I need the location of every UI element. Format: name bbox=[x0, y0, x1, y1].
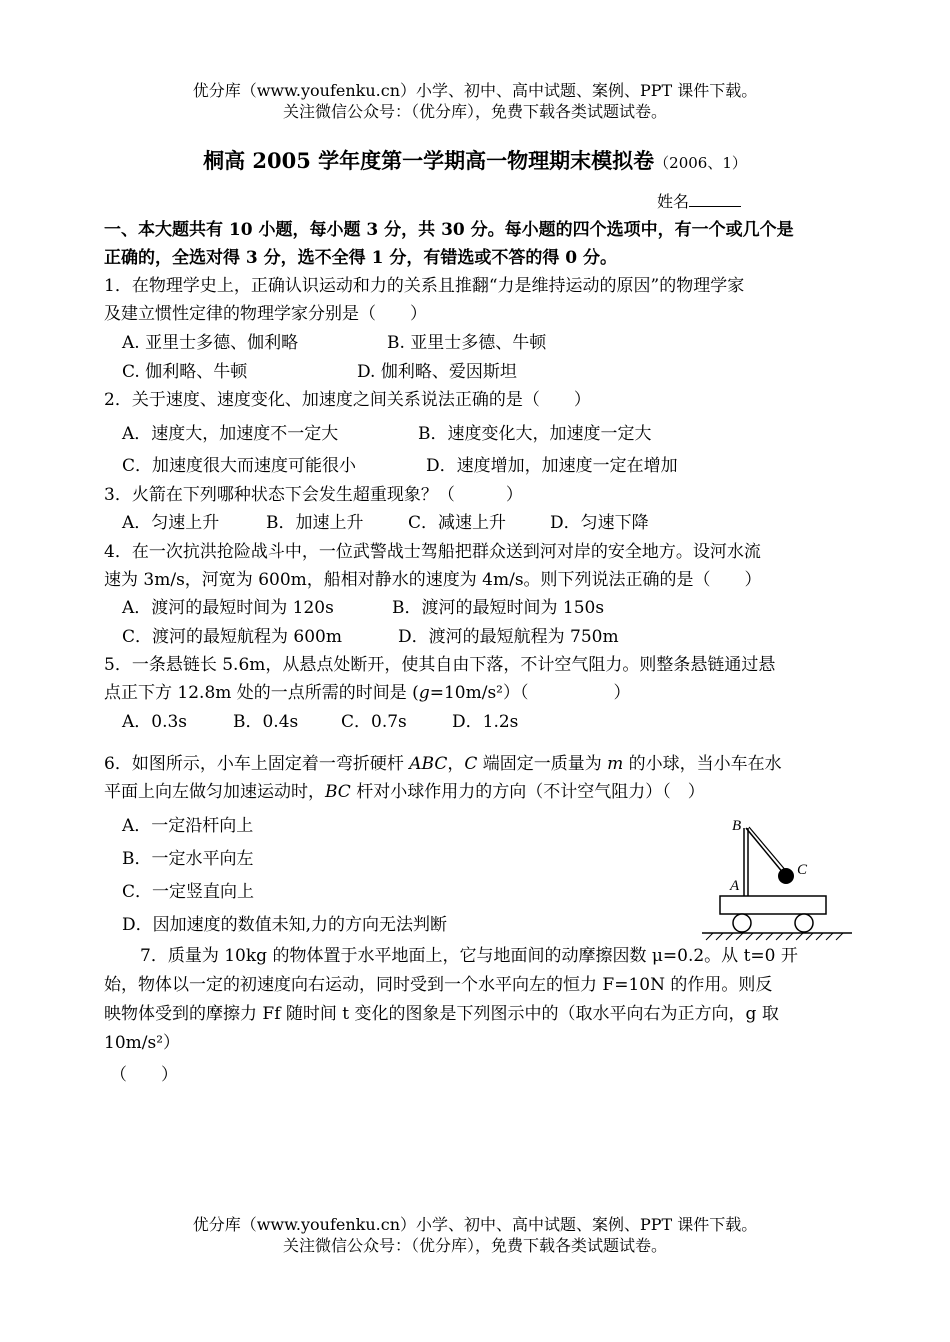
q6-c-letter: C bbox=[464, 754, 478, 774]
q6-option-b: B．一定水平向左 bbox=[122, 849, 254, 869]
q6-text-1d: 的小球，当小车在水 bbox=[623, 754, 782, 774]
q5-line-2-pre: 点正下方 12.8m 处的一点所需的时间是 ( bbox=[104, 683, 419, 703]
title-date: （2006、1） bbox=[654, 154, 747, 172]
section1-line-2: 正确的，全选对得 3 分，选不全得 1 分，有错选或不答的得 0 分。 bbox=[104, 248, 617, 268]
q1-option-b: B. 亚里士多德、牛顿 bbox=[387, 333, 547, 353]
q2-option-a: A．速度大，加速度不一定大 bbox=[122, 424, 339, 444]
q7-line-5: （ ） bbox=[110, 1065, 178, 1085]
q6-text-2b: 杆对小球作用力的方向（不计空气阻力）（ ） bbox=[350, 782, 705, 802]
header-line-1: 优分库（www.youfenku.cn）小学、初中、高中试题、案例、PPT 课件下载。 bbox=[192, 81, 758, 100]
q6-text-2a: 平面上向左做匀加速运动时， bbox=[104, 782, 325, 802]
wheel-right bbox=[795, 914, 813, 932]
q6-text-1b: ， bbox=[447, 754, 465, 774]
section1-line-1: 一、本大题共有 10 小题，每小题 3 分，共 30 分。每小题的四个选项中，有一个或几个是 bbox=[104, 220, 794, 240]
label-b: B bbox=[732, 818, 742, 834]
footer-line-1: 优分库（www.youfenku.cn）小学、初中、高中试题、案例、PPT 课件下载。 bbox=[192, 1215, 758, 1234]
q5-option-c: C．0.7s bbox=[341, 712, 407, 732]
cart-figure bbox=[702, 810, 852, 949]
q7-line-1: 7．质量为 10kg 的物体置于水平地面上，它与地面间的动摩擦因数 μ=0.2。从 t=0 开 bbox=[140, 946, 798, 966]
ground-hatching bbox=[706, 933, 843, 940]
q2-line-1: 2．关于速度、速度变化、加速度之间关系说法正确的是（ ） bbox=[104, 390, 591, 410]
q6-line-2 bbox=[104, 777, 705, 802]
q3-option-d: D．匀速下降 bbox=[550, 513, 649, 533]
q6-bc: BC bbox=[325, 782, 351, 802]
q7-line-4: 10m/s²） bbox=[104, 1033, 181, 1053]
wheel-left bbox=[733, 914, 751, 932]
q6-abc: ABC bbox=[409, 754, 448, 774]
ball bbox=[778, 868, 794, 884]
q5-option-d: D．1.2s bbox=[452, 712, 519, 732]
label-c: C bbox=[797, 862, 808, 878]
q1-option-a: A. 亚里士多德、伽利略 bbox=[122, 333, 299, 353]
q5-option-a: A．0.3s bbox=[122, 712, 188, 732]
q3-option-b: B．加速上升 bbox=[266, 513, 364, 533]
q5-line-2-post: =10m/s²）（ ） bbox=[429, 683, 631, 703]
q1-line-2: 及建立惯性定律的物理学家分别是（ ） bbox=[104, 304, 427, 324]
q4-option-a: A．渡河的最短时间为 120s bbox=[122, 598, 334, 618]
q4-option-b: B．渡河的最短时间为 150s bbox=[392, 598, 605, 618]
q1-option-d: D. 伽利略、爱因斯坦 bbox=[357, 362, 517, 382]
label-a: A bbox=[730, 878, 740, 894]
rod-bc bbox=[746, 828, 784, 874]
q4-option-c: C．渡河的最短航程为 600m bbox=[122, 627, 342, 647]
q5-line-1: 5．一条悬链长 5.6m，从悬点处断开，使其自由下落，不计空气阻力。则整条悬链通过悬 bbox=[104, 655, 776, 675]
q6-option-d: D．因加速度的数值未知,力的方向无法判断 bbox=[122, 915, 448, 935]
q5-option-b: B．0.4s bbox=[233, 712, 299, 732]
q6-option-a: A．一定沿杆向上 bbox=[122, 816, 254, 836]
title-main: 桐高 2005 学年度第一学期高一物理期末模拟卷 bbox=[203, 148, 655, 173]
q1-option-c: C. 伽利略、牛顿 bbox=[122, 362, 248, 382]
q6-option-c: C．一定竖直向上 bbox=[122, 882, 255, 902]
rod-bc-inner bbox=[749, 827, 787, 872]
q2-option-b: B．速度变化大，加速度一定大 bbox=[418, 424, 652, 444]
footer-line-2: 关注微信公众号：（优分库），免费下载各类试题试卷。 bbox=[282, 1236, 667, 1255]
q7-line-3: 映物体受到的摩擦力 Ff 随时间 t 变化的图象是下列图示中的（取水平向右为正方向，g 取 bbox=[104, 1004, 779, 1024]
q5-g-symbol: g bbox=[418, 683, 430, 703]
cart-body bbox=[720, 896, 826, 914]
q4-line-2: 速为 3m/s，河宽为 600m，船相对静水的速度为 4m/s。则下列说法正确的是（ ） bbox=[104, 570, 762, 590]
q7-line-2: 始，物体以一定的初速度向右运动，同时受到一个水平向左的恒力 F=10N 的作用。则反 bbox=[104, 975, 773, 995]
q3-option-a: A．匀速上升 bbox=[122, 513, 220, 533]
name-blank bbox=[689, 192, 741, 207]
q6-text-1a: 6．如图所示，小车上固定着一弯折硬杆 bbox=[104, 754, 410, 774]
q3-option-c: C．减速上升 bbox=[408, 513, 507, 533]
q6-text-1c: 端固定一质量为 bbox=[477, 754, 608, 774]
name-field bbox=[657, 189, 741, 212]
header-line-2: 关注微信公众号：（优分库），免费下载各类试题试卷。 bbox=[282, 102, 667, 121]
q6-m: m bbox=[607, 754, 624, 774]
q2-option-c: C．加速度很大而速度可能很小 bbox=[122, 456, 357, 476]
page-title bbox=[0, 145, 950, 175]
q2-option-d: D．速度增加，加速度一定在增加 bbox=[426, 456, 678, 476]
q3-line-1: 3．火箭在下列哪种状态下会发生超重现象？（ ） bbox=[104, 485, 523, 505]
name-label: 姓名 bbox=[657, 192, 690, 211]
q6-line-1 bbox=[104, 749, 782, 774]
q4-line-1: 4．在一次抗洪抢险战斗中，一位武警战士驾船把群众送到河对岸的安全地方。设河水流 bbox=[104, 542, 761, 562]
q5-line-2 bbox=[104, 678, 630, 703]
q4-option-d: D．渡河的最短航程为 750m bbox=[398, 627, 619, 647]
q1-line-1: 1．在物理学史上，正确认识运动和力的关系且推翻“力是维持运动的原因”的物理学家 bbox=[104, 276, 745, 296]
cart-diagram bbox=[702, 810, 852, 945]
